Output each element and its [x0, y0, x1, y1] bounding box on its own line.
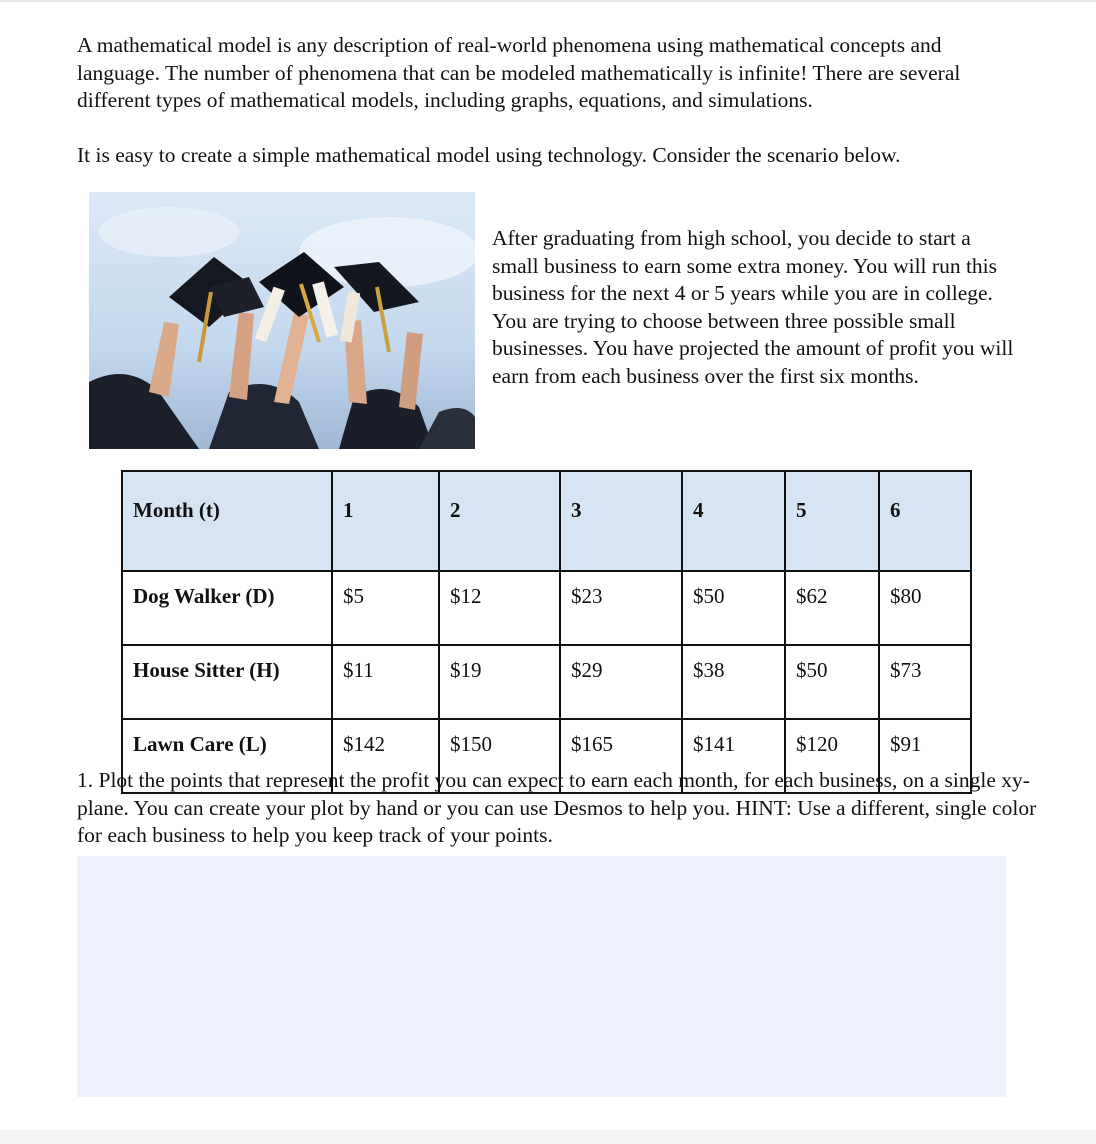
month-3: 3: [560, 471, 682, 571]
bottom-divider: [0, 1130, 1096, 1144]
month-6: 6: [879, 471, 971, 571]
table-cell: $11: [332, 645, 439, 719]
month-4: 4: [682, 471, 785, 571]
table-cell: $165: [560, 719, 682, 793]
table-cell: $50: [682, 571, 785, 645]
table-cell: $91: [879, 719, 971, 793]
table-cell: $141: [682, 719, 785, 793]
table-cell: $12: [439, 571, 560, 645]
table-cell: $5: [332, 571, 439, 645]
row-label-dog-walker: Dog Walker (D): [122, 571, 332, 645]
table-cell: $150: [439, 719, 560, 793]
month-1: 1: [332, 471, 439, 571]
table-row: [122, 571, 971, 645]
intro-paragraph-2: It is easy to create a simple mathematical model using technology. Consider the scenario below.: [77, 143, 901, 167]
header-label: Month (t): [122, 471, 332, 571]
table-row: [122, 645, 971, 719]
table-cell: $38: [682, 645, 785, 719]
question-1-text: 1. Plot the points that represent the profit you can expect to earn each month, for each business, on a single xy-plane. You can create your plot by hand or you can use Desmos to help you. HINT: Use a different, single color for each business to help you keep track of your points.: [77, 768, 1037, 847]
month-5: 5: [785, 471, 879, 571]
table-cell: $50: [785, 645, 879, 719]
table-cell: $73: [879, 645, 971, 719]
table-cell: $142: [332, 719, 439, 793]
row-label-lawn-care: Lawn Care (L): [122, 719, 332, 793]
profit-table: [121, 470, 972, 794]
table-cell: $80: [879, 571, 971, 645]
row-label-house-sitter: House Sitter (H): [122, 645, 332, 719]
table-cell: $23: [560, 571, 682, 645]
table-cell: $29: [560, 645, 682, 719]
table-cell: $19: [439, 645, 560, 719]
answer-box[interactable]: [77, 856, 1006, 1097]
intro-paragraph-1: A mathematical model is any description of real-world phenomena using mathematical concepts and language. The number of phenomena that can be modeled mathematically is infinite! There are several different types of mathematical models, including graphs, equations, and simulations.: [77, 33, 961, 112]
table-header-row: [122, 471, 971, 571]
table-cell: $120: [785, 719, 879, 793]
month-2: 2: [439, 471, 560, 571]
graduation-caps-photo: [89, 192, 475, 449]
top-divider: [0, 0, 1096, 2]
table-cell: $62: [785, 571, 879, 645]
scenario-text: After graduating from high school, you decide to start a small business to earn some extra money. You will run this business for the next 4 or 5 years while you are in college. You are trying to choose between three possible small businesses. You have projected the amount of profit you will earn from each business over the first six months.: [492, 226, 1014, 388]
